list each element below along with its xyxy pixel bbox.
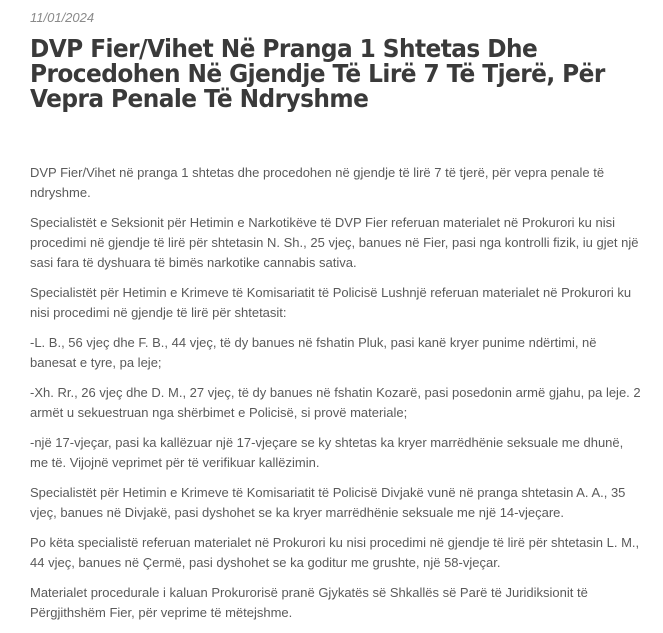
article-paragraph: Po këta specialistë referuan materialet në Prokurori ku nisi procedimi në gjendje të lirë për shtetasin L. M., 44 vjeç, banues në Çermë, pasi dyshohet se ka goditur me grushte, një 58-vjeçar. bbox=[30, 535, 640, 570]
article-paragraph: DVP Fier/Vihet në pranga 1 shtetas dhe procedohen në gjendje të lirë 7 të tjerë, për vepra penale të ndryshme. bbox=[30, 165, 605, 200]
article-paragraph: -L. B., 56 vjeç dhe F. B., 44 vjeç, të dy banues në fshatin Pluk, pasi kanë kryer punime ndërtimi, në banesat e tyre, pa leje; bbox=[30, 335, 597, 370]
article-title: DVP Fier/Vihet Në Pranga 1 Shtetas Dhe Procedohen Në Gjendje Të Lirë 7 Të Tjerë, Për Vepra Penale Të Ndryshme bbox=[30, 34, 605, 113]
article-paragraph: -një 17-vjeçar, pasi ka kallëzuar një 17-vjeçare se ky shtetas ka kryer marrëdhënie seksuale me dhunë, me të. Vijojnë veprimet për të verifikuar kallëzimin. bbox=[30, 435, 624, 470]
article-body bbox=[30, 163, 644, 623]
article-paragraph: Specialistët për Hetimin e Krimeve të Komisariatit të Policisë Divjakë vunë në pranga shtetasin A. A., 35 vjeç, banues në Divjakë, pasi dyshohet se ka kryer marrëdhënie seksuale me një 14-vjeçare. bbox=[30, 485, 626, 520]
article-paragraph: Specialistët e Seksionit për Hetimin e Narkotikëve të DVP Fier referuan materialet në Prokurori ku nisi procedimi në gjendje të lirë për shtetasin N. Sh., 25 vjeç, banues në Fier, pasi nga kontrolli fizik, iu gjet një sasi fara të dyshuara të bimës narkotike cannabis sativa. bbox=[30, 215, 639, 270]
article-paragraph: Materialet procedurale i kaluan Prokurorisë pranë Gjykatës së Shkallës së Parë të Juridiksionit të Përgjithshëm Fier, për veprime të mëtejshme. bbox=[30, 585, 588, 620]
publish-date: 11/01/2024 bbox=[30, 10, 95, 25]
article-paragraph: Specialistët për Hetimin e Krimeve të Komisariatit të Policisë Lushnjë referuan materialet në Prokurori ku nisi procedimi në gjendje të lirë për shtetasit: bbox=[30, 285, 632, 320]
article bbox=[30, 0, 644, 633]
article-paragraph: -Xh. Rr., 26 vjeç dhe D. M., 27 vjeç, të dy banues në fshatin Kozarë, pasi posedonin armë gjahu, pa leje. 2 armët u sekuestruan nga shërbimet e Policisë, si provë materiale; bbox=[30, 385, 641, 420]
